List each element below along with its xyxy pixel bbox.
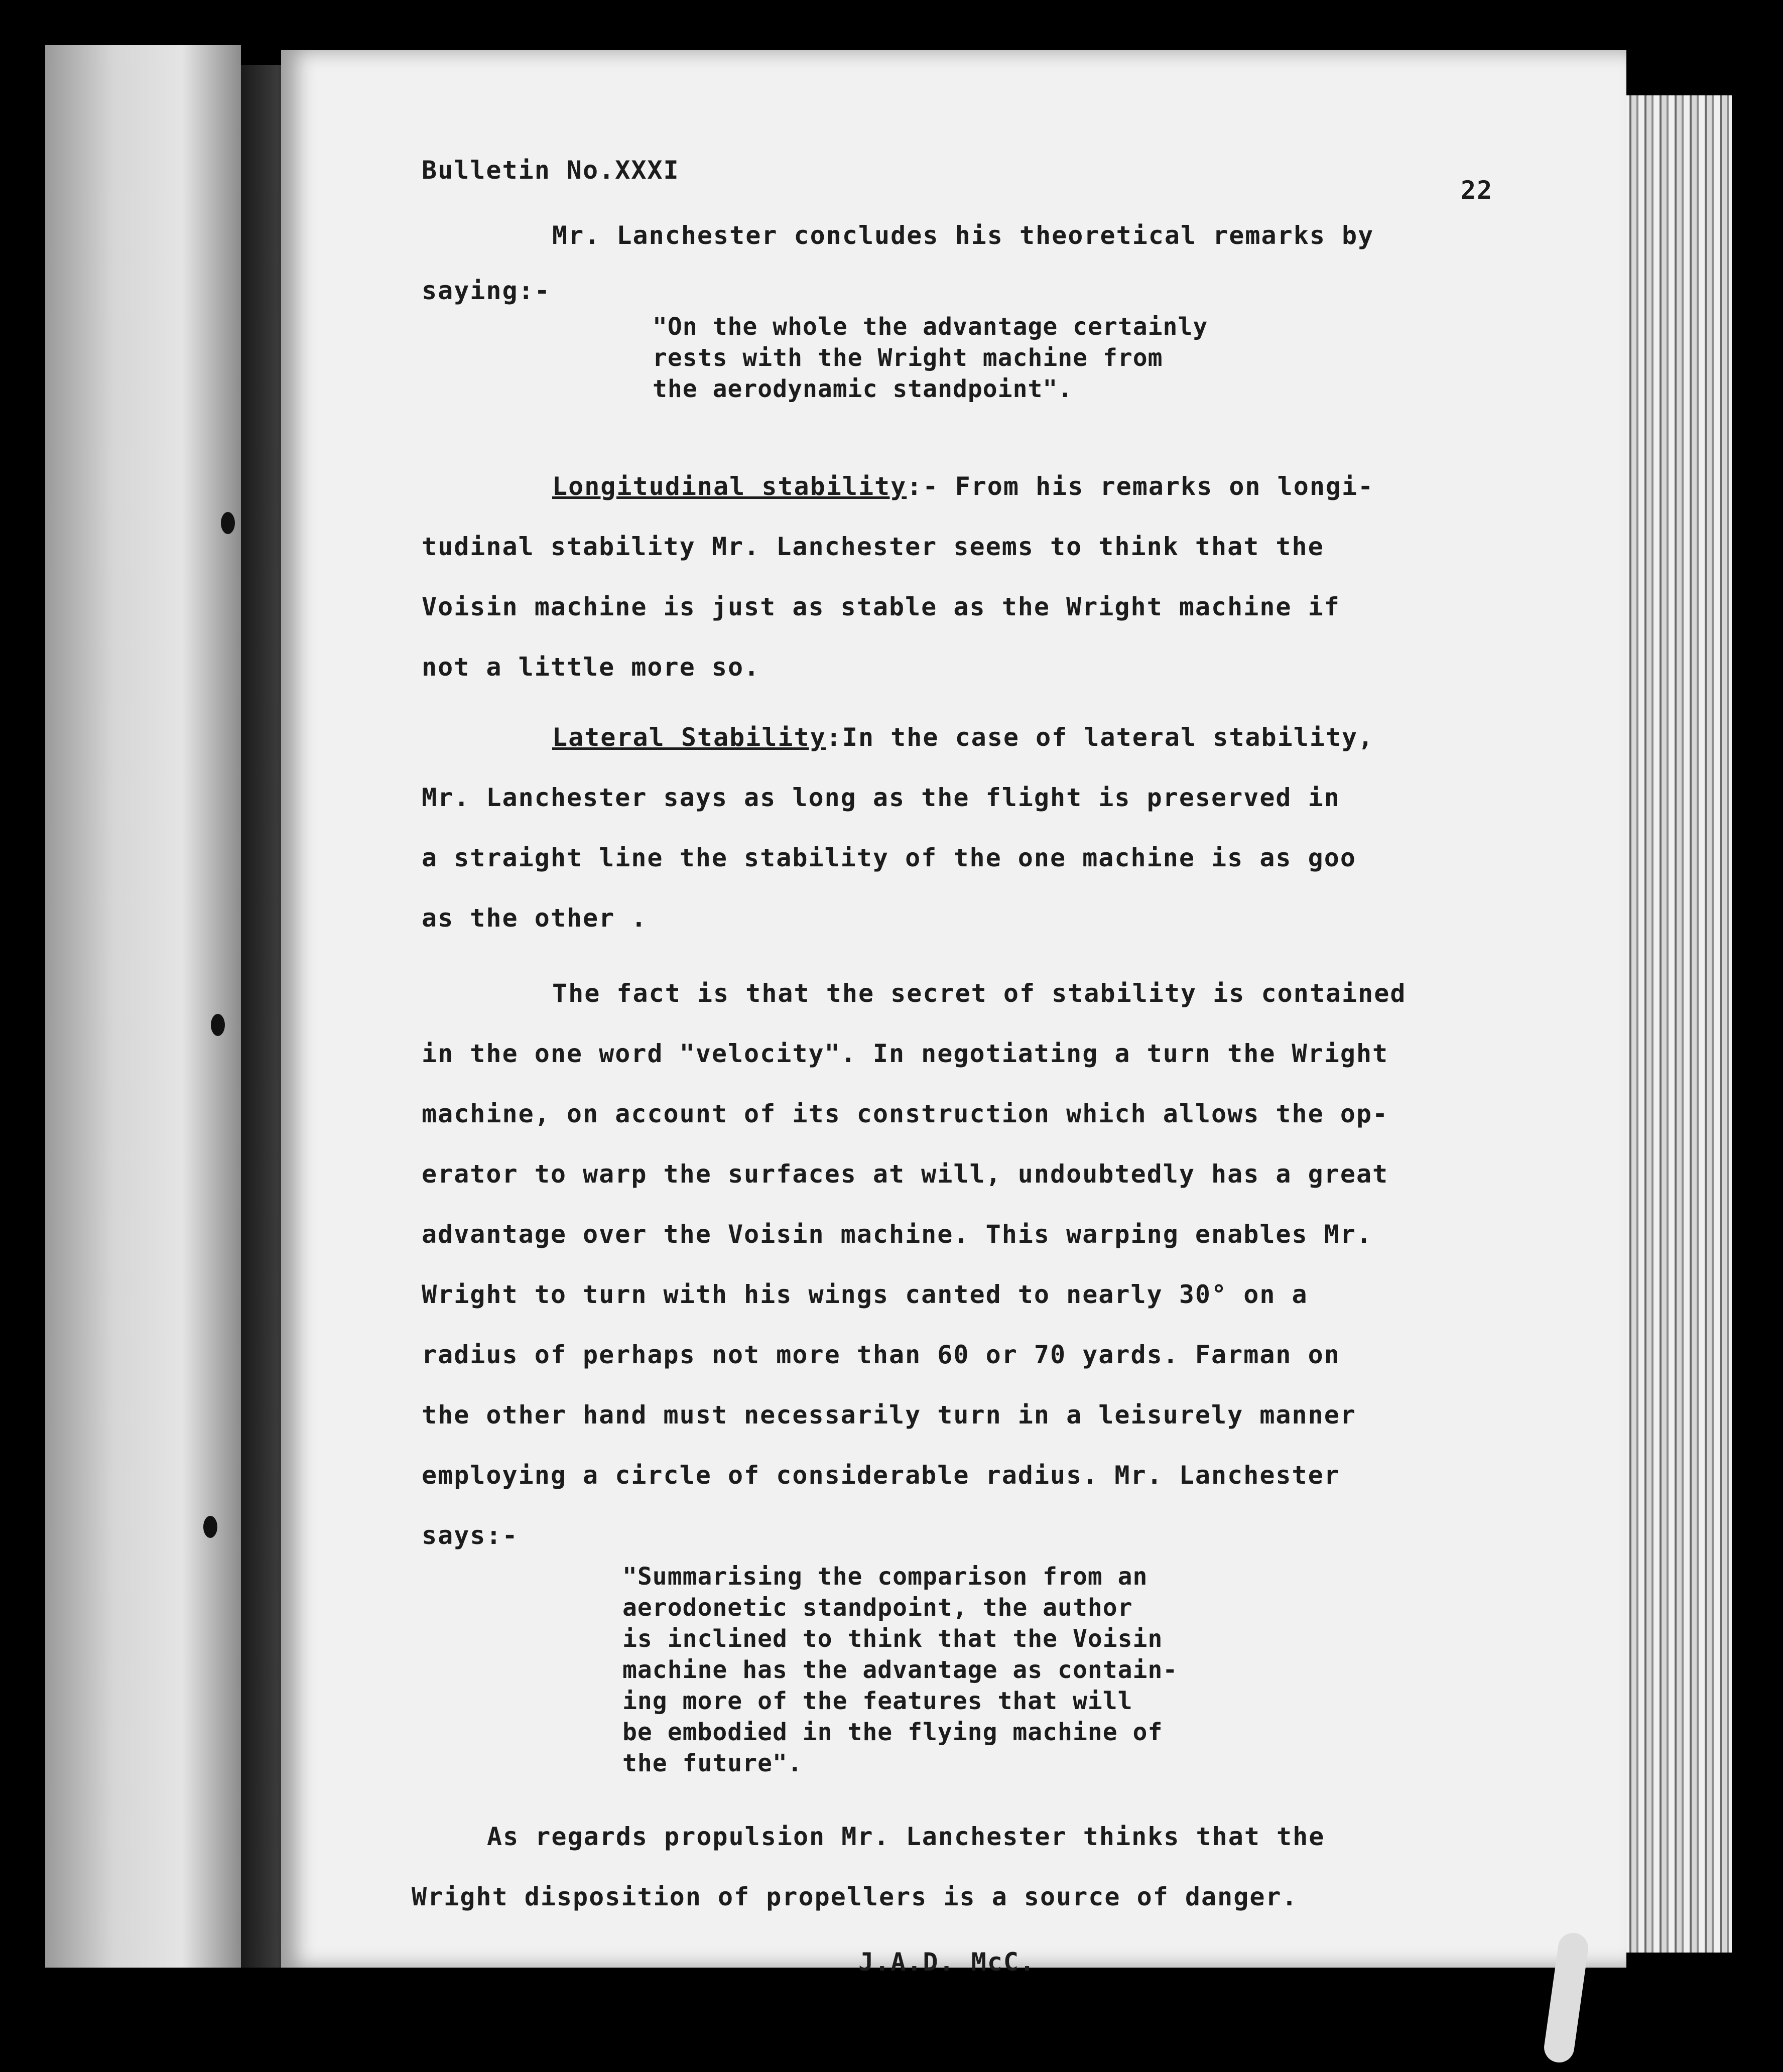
text-line: not a little more so. xyxy=(422,653,760,682)
text-line: in the one word "velocity". In negotiating a turn the Wright xyxy=(422,1039,1389,1068)
bulletin-heading: Bulletin No.XXXI xyxy=(422,156,680,185)
page-edges xyxy=(1616,95,1732,1953)
text-line: Voisin machine is just as stable as the Wright machine if xyxy=(422,592,1340,621)
text-line: a straight line the stability of the one machine is as goo xyxy=(422,843,1356,872)
text-line: Mr. Lanchester says as long as the flight is preserved in xyxy=(422,783,1340,812)
quote-line: the aerodynamic standpoint". xyxy=(653,375,1073,403)
text-line: As regards propulsion Mr. Lanchester thinks that the xyxy=(487,1822,1325,1851)
text-line: Mr. Lanchester concludes his theoretical remarks by xyxy=(552,221,1374,250)
text-line: tudinal stability Mr. Lanchester seems to think that the xyxy=(422,532,1324,561)
document-page xyxy=(281,50,1626,1977)
quote-line: the future". xyxy=(622,1749,803,1777)
section-heading: Longitudinal stability xyxy=(552,472,907,501)
text-line: as the other . xyxy=(422,903,648,933)
quote-line: be embodied in the flying machine of xyxy=(622,1718,1163,1746)
text-fragment: :In the case of lateral stability, xyxy=(826,723,1374,752)
text-line: says:- xyxy=(422,1521,519,1550)
section-heading: Lateral Stability xyxy=(552,723,826,752)
text-line: erator to warp the surfaces at will, undoubtedly has a great xyxy=(422,1159,1389,1189)
binding-hole xyxy=(211,1014,225,1036)
quote-line: is inclined to think that the Voisin xyxy=(622,1625,1163,1653)
quote-line: machine has the advantage as contain- xyxy=(622,1656,1178,1684)
binding-hole xyxy=(221,512,235,534)
text-line: radius of perhaps not more than 60 or 70 yards. Farman on xyxy=(422,1340,1340,1369)
facing-page xyxy=(45,45,241,1968)
text-line: saying:- xyxy=(422,276,551,305)
text-fragment: :- From his remarks on longi- xyxy=(907,472,1374,501)
quote-line: "On the whole the advantage certainly xyxy=(653,313,1208,341)
quote-line: ing more of the features that will xyxy=(622,1687,1133,1715)
binding-hole xyxy=(203,1516,217,1538)
page-text xyxy=(281,50,1626,1977)
text-line: Wright to turn with his wings canted to nearly 30° on a xyxy=(422,1280,1308,1309)
signature-initials: J.A.D. McC. xyxy=(858,1948,1036,1977)
text-line xyxy=(552,472,1374,501)
quote-line: "Summarising the comparison from an xyxy=(622,1563,1148,1591)
text-line xyxy=(552,723,1374,752)
text-line: employing a circle of considerable radius. Mr. Lanchester xyxy=(422,1461,1340,1490)
text-line: The fact is that the secret of stability is contained xyxy=(552,979,1407,1008)
text-line: machine, on account of its construction which allows the op- xyxy=(422,1099,1389,1128)
page-number: 22 xyxy=(1461,176,1493,205)
quote-line: rests with the Wright machine from xyxy=(653,344,1163,372)
text-line: Wright disposition of propellers is a source of danger. xyxy=(412,1882,1298,1911)
text-line: advantage over the Voisin machine. This warping enables Mr. xyxy=(422,1220,1373,1249)
text-line: the other hand must necessarily turn in a leisurely manner xyxy=(422,1400,1356,1430)
quote-line: aerodonetic standpoint, the author xyxy=(622,1594,1133,1622)
